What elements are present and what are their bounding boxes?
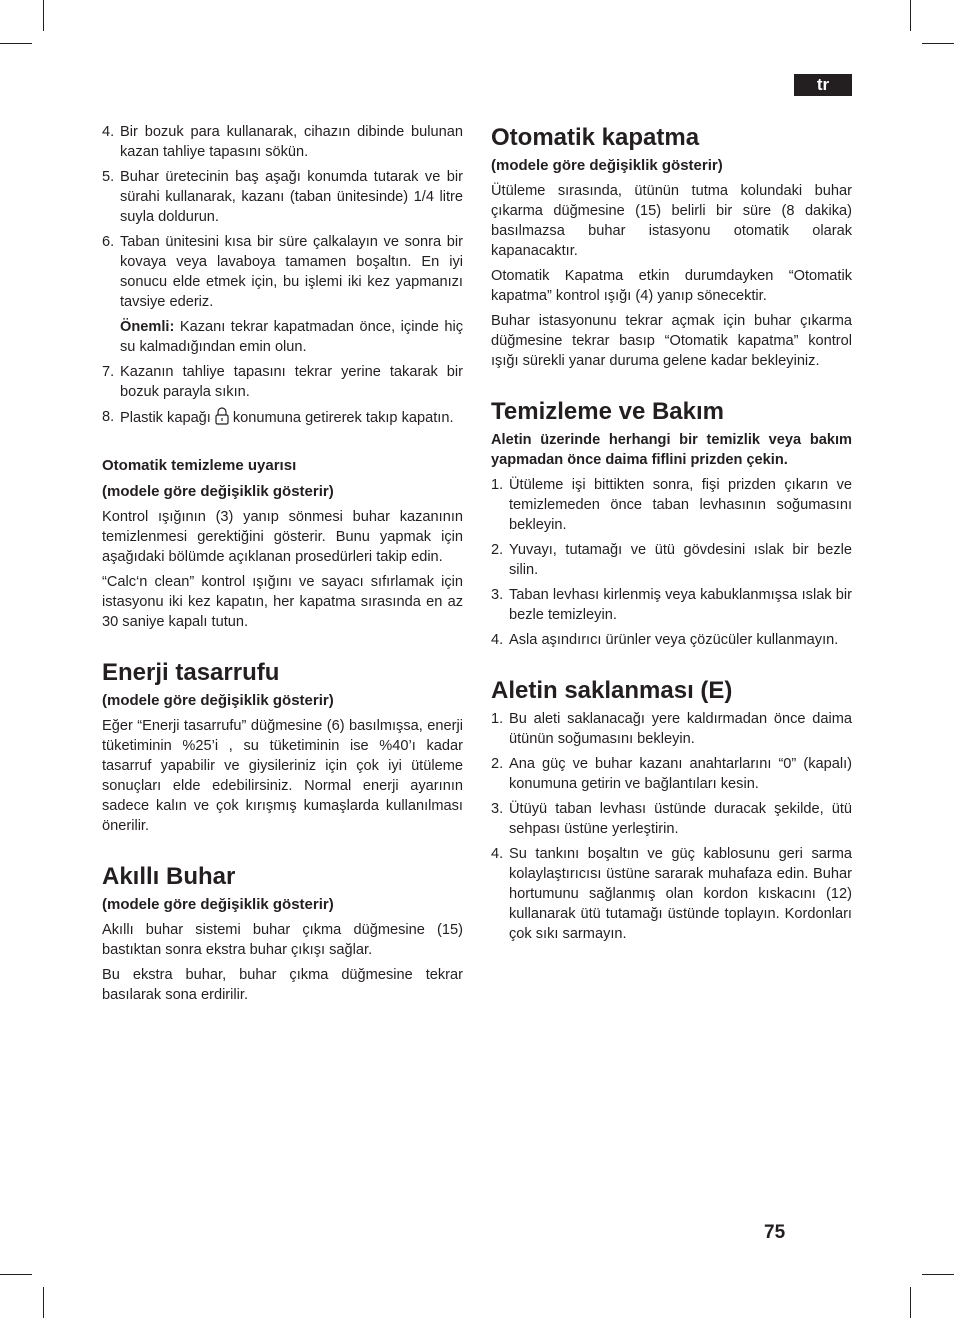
crop-mark-top-left-h	[0, 43, 32, 44]
storage-heading: Aletin saklanması (E)	[491, 677, 733, 704]
energy-saving-subheading: (modele göre değişiklik gösterir)	[102, 692, 334, 709]
auto-clean-paragraph-2: “Calc‘n clean” kontrol ışığını ve sayacı sıfırlamak için istasyonu iki kez kapatın, her kapatma sırasında en az 30 saniye kapalı tutun.	[102, 574, 463, 630]
auto-off-paragraph-1: Ütüleme sırasında, ütünün tutma kolundaki buhar çıkarma düğmesine (15) belirli bir süre (8 dakika) basılmazsa buhar istasyonu otomatik olarak kapanacaktır.	[491, 183, 852, 259]
auto-clean-subheading: (modele göre değişiklik gösterir)	[102, 483, 334, 500]
energy-saving-heading: Enerji tasarrufu	[102, 659, 280, 686]
crop-mark-bottom-right-v	[910, 1287, 911, 1318]
lock-lid-icon	[215, 407, 229, 431]
auto-clean-paragraph-1: Kontrol ışığının (3) yanıp sönmesi buhar kazanının temizlenmesi gerektiğini gösterir. Bunu yapmak için aşağıdaki bölümde açıklanan prosedürleri takip edin.	[102, 509, 463, 565]
cleaning-step-4: 4. Asla aşındırıcı ürünler veya çözücüler kullanmayın.	[491, 632, 839, 648]
smart-steam-heading: Akıllı Buhar	[102, 863, 236, 890]
smart-steam-paragraph-2: Bu ekstra buhar, buhar çıkma düğmesine tekrar basılarak sona erdirilir.	[102, 967, 463, 1003]
cleaning-steps	[491, 475, 852, 650]
storage-step-4: 4. Su tankını boşaltın ve güç kablosunu geri sarma kolaylaştırıcısı üstüne sararak muhafaza edin. Buhar hortumunu sağlanmış olan kordon kıskacını (12) kullanarak ütü tutamağı üstünde toplayın. Kordonları çok sıkı sarmayın.	[491, 846, 852, 942]
descaling-steps-cont	[102, 362, 463, 431]
step-8: 8. Plastik kapağı konumuna getirerek takıp kapatın.	[102, 407, 463, 431]
cleaning-step-3: 3. Taban levhası kirlenmiş veya kabuklanmışsa ıslak bir bezle temizleyin.	[491, 587, 852, 623]
smart-steam-paragraph-1: Akıllı buhar sistemi buhar çıkma düğmesine (15) bastıktan sonra ekstra buhar çıkışı sağlar.	[102, 922, 463, 958]
descaling-steps	[102, 122, 463, 312]
storage-step-1: 1. Bu aleti saklanacağı yere kaldırmadan önce daima ütünün soğumasını bekleyin.	[491, 711, 852, 747]
cleaning-step-1: 1. Ütüleme işi bittikten sonra, fişi prizden çıkarın ve temizlemeden önce taban levhasının soğumasını bekleyin.	[491, 477, 852, 533]
crop-mark-top-right-v	[910, 0, 911, 31]
left-column	[102, 122, 463, 1010]
step-7: 7. Kazanın tahliye tapasını tekrar yerine takarak bir bozuk parayla sıkın.	[102, 364, 463, 400]
right-column	[491, 122, 852, 949]
crop-mark-bottom-left-v	[43, 1287, 44, 1318]
language-tab: tr	[794, 74, 852, 96]
crop-mark-top-right-h	[922, 43, 954, 44]
crop-mark-top-left-v	[43, 0, 44, 31]
storage-step-2: 2. Ana güç ve buhar kazanı anahtarlarını “0” (kapalı) konumuna getirin ve bağlantıları kesin.	[491, 756, 852, 792]
auto-off-heading: Otomatik kapatma	[491, 124, 700, 151]
step-5: 5. Buhar üretecinin baş aşağı konumda tutarak ve bir sürahi kullanarak, kazanı (taban ünitesinde) 1/4 litre suyla doldurun.	[102, 169, 463, 225]
cleaning-step-2: 2. Yuvayı, tutamağı ve ütü gövdesini ıslak bir bezle silin.	[491, 542, 852, 578]
page-number: 75	[764, 1222, 786, 1243]
auto-off-paragraph-3: Buhar istasyonunu tekrar açmak için buhar çıkarma düğmesine tekrar basıp “Otomatik kapatma” kontrol ışığı sürekli yanar duruma gelene kadar bekleyiniz.	[491, 313, 852, 369]
crop-mark-bottom-right-h	[922, 1274, 954, 1275]
important-note: Önemli: Kazanı tekrar kapatmadan önce, içinde hiç su kalmadığından emin olun.	[120, 319, 463, 355]
smart-steam-subheading: (modele göre değişiklik gösterir)	[102, 896, 334, 913]
step-6: 6. Taban ünitesini kısa bir süre çalkalayın ve sonra bir kovaya veya lavaboya tamamen boşaltın. En iyi sonucu elde etmek için, bu işlemi iki kez yapmanızı tavsiye ederiz.	[102, 234, 463, 310]
crop-mark-bottom-left-h	[0, 1274, 32, 1275]
storage-steps	[491, 709, 852, 944]
important-label: Önemli:	[120, 319, 175, 335]
step-4: 4. Bir bozuk para kullanarak, cihazın dibinde bulunan kazan tahliye tapasını sökün.	[102, 124, 463, 160]
auto-off-paragraph-2: Otomatik Kapatma etkin durumdayken “Otomatik kapatma” kontrol ışığı (4) yanıp sönecektir.	[491, 268, 852, 304]
cleaning-care-heading: Temizleme ve Bakım	[491, 398, 725, 425]
cleaning-warning: Aletin üzerinde herhangi bir temizlik veya bakım yapmadan önce daima fiflini prizden çekin.	[491, 432, 852, 468]
storage-step-3: 3. Ütüyü taban levhası üstünde duracak şekilde, ütü sehpası üstüne yerleştirin.	[491, 801, 852, 837]
energy-saving-paragraph: Eğer “Enerji tasarrufu” düğmesine (6) basılmışsa, enerji tüketiminin %25’i , su tüketiminin ise %40’ı kadar tasarruf yapabilir ve giysileriniz için çok iyi ütüleme sonuçları elde edebilirsiniz. Normal enerji ayarının sadece kalın ve çok kırışmış kumaşlarda kullanılması önerilir.	[102, 718, 463, 834]
auto-clean-heading: Otomatik temizleme uyarısı	[102, 457, 297, 474]
auto-off-subheading: (modele göre değişiklik gösterir)	[491, 157, 723, 174]
